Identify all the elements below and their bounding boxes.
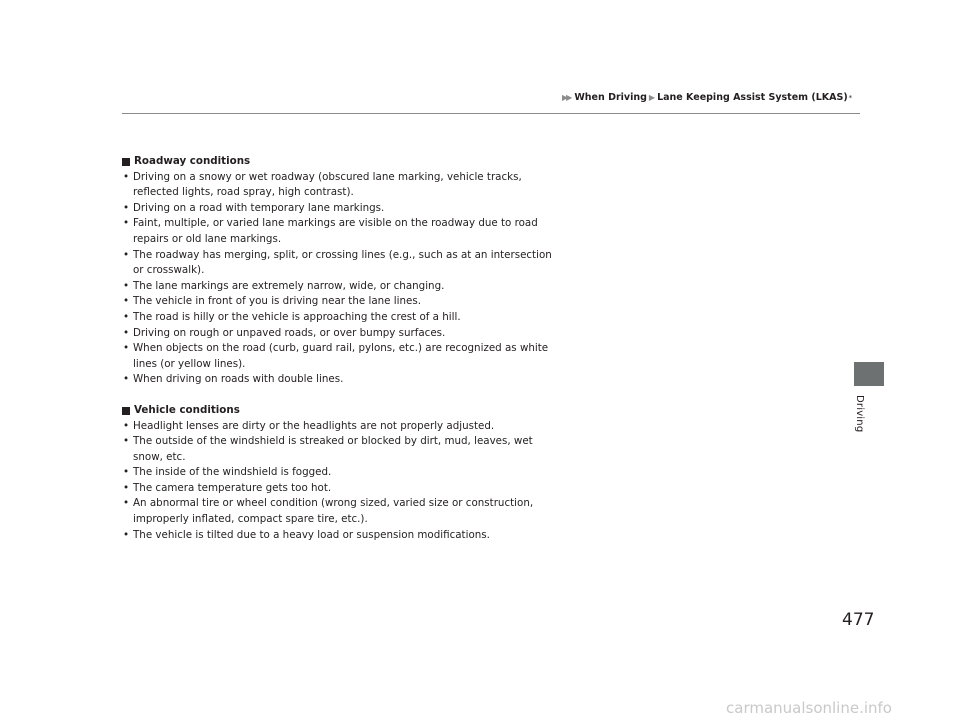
list-item: [122, 528, 562, 544]
chapter-tab-marker: [854, 362, 884, 386]
list-item: [122, 279, 562, 295]
chapter-tab-label: Driving: [854, 395, 865, 433]
list-item-text: Headlight lenses are dirty or the headlights are not properly adjusted.: [133, 419, 495, 432]
section-heading: [122, 154, 562, 170]
list-item-text: The camera temperature gets too hot.: [133, 481, 332, 494]
list-item: [122, 496, 562, 527]
header-divider: [122, 113, 860, 114]
footnote-star: *: [848, 93, 853, 102]
list-item-text: An abnormal tire or wheel condition (wrong sized, varied size or construction, improperly inflated, compact spare tire, etc.).: [133, 497, 534, 526]
list-item-text: The vehicle in front of you is driving near the lane lines.: [133, 295, 421, 308]
list-item-text: Faint, multiple, or varied lane markings are visible on the roadway due to road repairs or old lane markings.: [133, 217, 538, 245]
bullet-icon: •: [123, 342, 130, 355]
bullet-icon: •: [123, 497, 130, 510]
list-item: [122, 419, 562, 435]
list-item-text: The outside of the windshield is streaked or blocked by dirt, mud, leaves, wet snow, etc.: [133, 435, 533, 463]
list-item: [122, 481, 562, 497]
bullet-icon: •: [123, 279, 130, 292]
list-item-text: Driving on a road with temporary lane markings.: [133, 201, 385, 214]
list-item: [122, 465, 562, 481]
bullet-icon: •: [123, 201, 130, 214]
section-roadway-conditions: [122, 154, 562, 388]
list-item-text: The road is hilly or the vehicle is approaching the crest of a hill.: [133, 310, 461, 323]
list-item: [122, 294, 562, 310]
bullet-icon: •: [123, 295, 130, 308]
breadcrumb-item-when-driving: When Driving: [574, 92, 647, 103]
list-item-text: The roadway has merging, split, or crossing lines (e.g., such as at an intersection or crosswalk).: [133, 248, 552, 277]
bullet-icon: •: [123, 481, 130, 494]
list-item: [122, 372, 562, 388]
square-bullet-icon: [122, 158, 130, 166]
breadcrumb-item-lkas: Lane Keeping Assist System (LKAS): [657, 92, 848, 103]
bullet-icon: •: [123, 373, 130, 386]
list-item: [122, 201, 562, 217]
square-bullet-icon: [122, 407, 130, 415]
list-item: [122, 310, 562, 326]
section-heading: [122, 403, 562, 419]
section-vehicle-conditions: [122, 403, 562, 543]
arrow-icon: ▶: [648, 93, 656, 102]
bullet-icon: •: [123, 326, 130, 339]
list-item-text: The vehicle is tilted due to a heavy load or suspension modifications.: [133, 528, 490, 541]
double-arrow-icon: ▶▶: [562, 93, 571, 102]
list-item: [122, 434, 562, 465]
page-number: 477: [842, 610, 875, 630]
condition-list: [122, 170, 562, 388]
list-item-text: The lane markings are extremely narrow, wide, or changing.: [133, 279, 445, 292]
list-item: [122, 216, 562, 247]
section-heading-text: Vehicle conditions: [134, 403, 240, 416]
bullet-icon: •: [123, 170, 130, 183]
bullet-icon: •: [123, 435, 130, 448]
condition-list: [122, 419, 562, 544]
breadcrumb: [562, 92, 852, 103]
bullet-icon: •: [123, 217, 130, 230]
section-heading-text: Roadway conditions: [134, 155, 251, 167]
list-item: [122, 248, 562, 279]
list-item-text: When driving on roads with double lines.: [133, 373, 344, 386]
bullet-icon: •: [123, 528, 130, 541]
bullet-icon: •: [123, 419, 130, 432]
bullet-icon: •: [123, 310, 130, 323]
list-item: [122, 326, 562, 342]
list-item-text: When objects on the road (curb, guard rail, pylons, etc.) are recognized as white lines (or yellow lines).: [133, 342, 549, 370]
list-item-text: The inside of the windshield is fogged.: [133, 466, 332, 479]
list-item: [122, 170, 562, 201]
page-content: [122, 154, 562, 558]
list-item-text: Driving on rough or unpaved roads, or over bumpy surfaces.: [133, 326, 446, 339]
list-item-text: Driving on a snowy or wet roadway (obscured lane marking, vehicle tracks, reflected lights, road spray, high contrast).: [133, 170, 522, 199]
list-item: [122, 341, 562, 372]
watermark: carmanualsonline.info: [726, 699, 892, 717]
bullet-icon: •: [123, 466, 130, 479]
bullet-icon: •: [123, 248, 130, 261]
